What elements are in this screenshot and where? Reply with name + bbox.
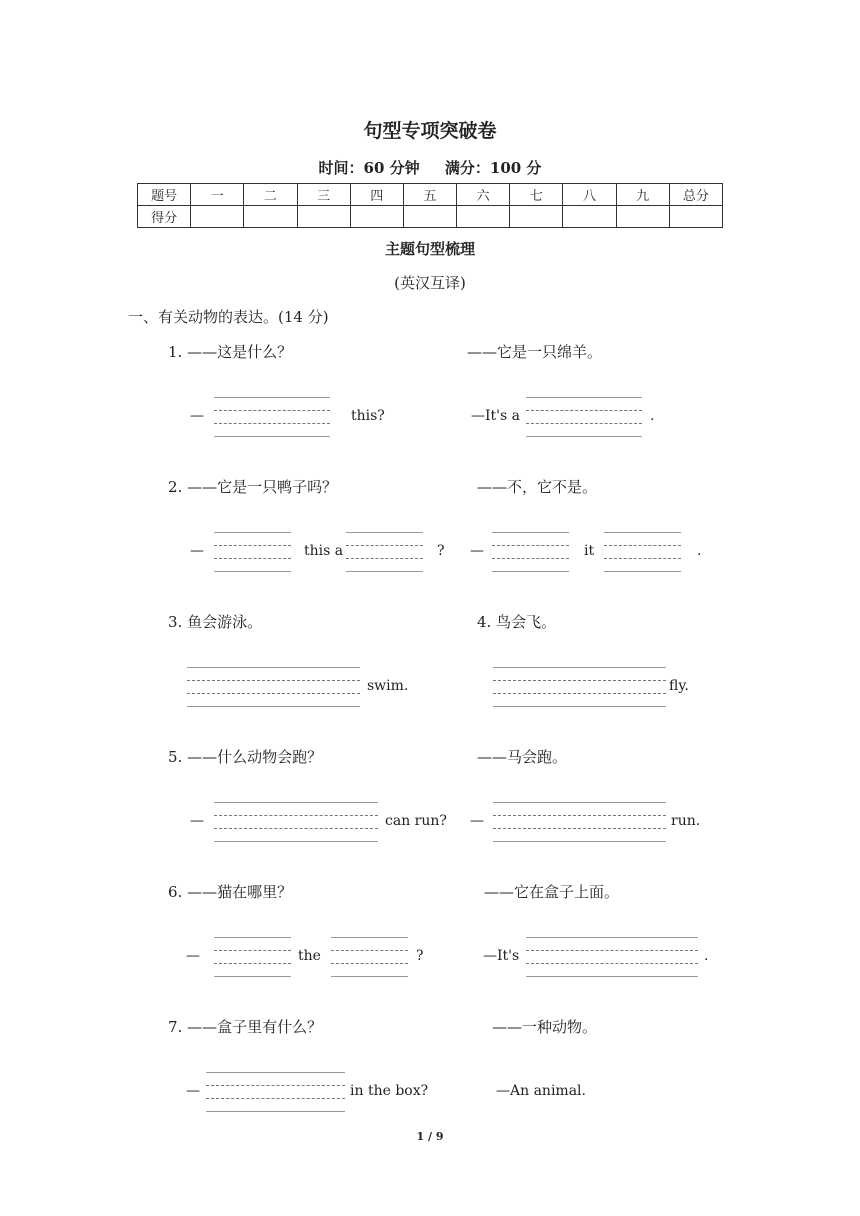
q4-chinese: 4. 鸟会飞。: [477, 613, 557, 631]
q7-text-b: —An animal.: [496, 1083, 586, 1099]
dash: —: [186, 948, 200, 964]
answer-blank[interactable]: [492, 532, 569, 572]
dash: —: [190, 543, 204, 559]
page-number: 1 / 9: [416, 1130, 444, 1143]
q1-chinese-a: 1. ——这是什么？: [168, 343, 293, 361]
q6-chinese-a: 6. ——猫在哪里？: [168, 883, 293, 901]
table-cell: 二: [244, 184, 297, 206]
q6-text-b: —It's: [483, 948, 520, 964]
answer-blank[interactable]: [206, 1072, 345, 1112]
table-cell: 六: [457, 184, 510, 206]
section-heading: 主题句型梳理: [384, 240, 475, 258]
section-one-title: 一、有关动物的表达。(14 分): [128, 308, 329, 326]
answer-blank[interactable]: [187, 667, 360, 707]
dash: —: [470, 813, 484, 829]
score-cell[interactable]: [457, 206, 510, 228]
answer-blank[interactable]: [526, 397, 642, 437]
answer-blank[interactable]: [493, 667, 666, 707]
score-cell[interactable]: [510, 206, 563, 228]
q5-chinese-a: 5. ——什么动物会跑？: [168, 748, 323, 766]
table-cell: 三: [297, 184, 350, 206]
q7-chinese-a: 7. ——盒子里有什么？: [168, 1018, 323, 1036]
q3-text: swim.: [367, 678, 409, 694]
score-cell[interactable]: [297, 206, 350, 228]
q1-text-b: —It's a: [471, 408, 520, 424]
dash: —: [470, 543, 484, 559]
period: .: [650, 408, 655, 424]
q5-chinese-b: ——马会跑。: [477, 748, 568, 766]
section-subheading: (英汉互译): [394, 274, 466, 292]
score-cell[interactable]: [616, 206, 669, 228]
score-cell[interactable]: [350, 206, 403, 228]
q1-text-a: this?: [351, 408, 385, 424]
score-cell[interactable]: [191, 206, 244, 228]
q4-text: fly.: [669, 678, 689, 694]
q5-text-a: can run?: [385, 813, 447, 829]
table-cell: 八: [563, 184, 616, 206]
table-cell: 七: [510, 184, 563, 206]
answer-blank[interactable]: [331, 937, 408, 977]
answer-blank[interactable]: [493, 802, 666, 842]
page-title: 句型专项突破卷: [363, 120, 497, 142]
answer-blank[interactable]: [346, 532, 423, 572]
question-mark: ?: [416, 948, 424, 964]
table-cell: 四: [350, 184, 403, 206]
table-cell: 一: [191, 184, 244, 206]
table-cell: 五: [403, 184, 456, 206]
question-mark: ?: [437, 543, 445, 559]
table-cell: 总分: [669, 184, 722, 206]
q2-text-b: it: [584, 543, 595, 559]
score-cell[interactable]: [669, 206, 722, 228]
score-table: [137, 183, 723, 228]
answer-blank[interactable]: [214, 532, 291, 572]
q5-text-b: run.: [671, 813, 701, 829]
table-cell: 九: [616, 184, 669, 206]
score-table-header-row: [138, 184, 723, 206]
table-cell: 题号: [138, 184, 191, 206]
q6-text-a: the: [298, 948, 321, 964]
q1-chinese-b: ——它是一只绵羊。: [467, 343, 603, 361]
dash: —: [190, 408, 204, 424]
q2-chinese-b: ——不，它不是。: [477, 478, 598, 496]
period: .: [704, 948, 709, 964]
dash: —: [186, 1083, 200, 1099]
q2-text-a: this a: [304, 543, 344, 559]
q3-chinese: 3. 鱼会游泳。: [168, 613, 263, 631]
score-cell[interactable]: [403, 206, 456, 228]
score-cell[interactable]: [244, 206, 297, 228]
answer-blank[interactable]: [214, 937, 291, 977]
exam-info: [0, 157, 860, 178]
period: .: [697, 543, 702, 559]
q7-text-a: in the box?: [350, 1083, 429, 1099]
q7-chinese-b: ——一种动物。: [492, 1018, 598, 1036]
table-cell: 得分: [138, 206, 191, 228]
q6-chinese-b: ——它在盒子上面。: [484, 883, 620, 901]
dash: —: [190, 813, 204, 829]
q2-chinese-a: 2. ——它是一只鸭子吗？: [168, 478, 338, 496]
answer-blank[interactable]: [214, 802, 378, 842]
time-label: 时间：60 分钟: [318, 159, 420, 177]
answer-blank[interactable]: [526, 937, 698, 977]
score-cell[interactable]: [563, 206, 616, 228]
score-table-score-row: [138, 206, 723, 228]
answer-blank[interactable]: [604, 532, 681, 572]
score-label: 满分：100 分: [444, 159, 542, 177]
answer-blank[interactable]: [214, 397, 330, 437]
